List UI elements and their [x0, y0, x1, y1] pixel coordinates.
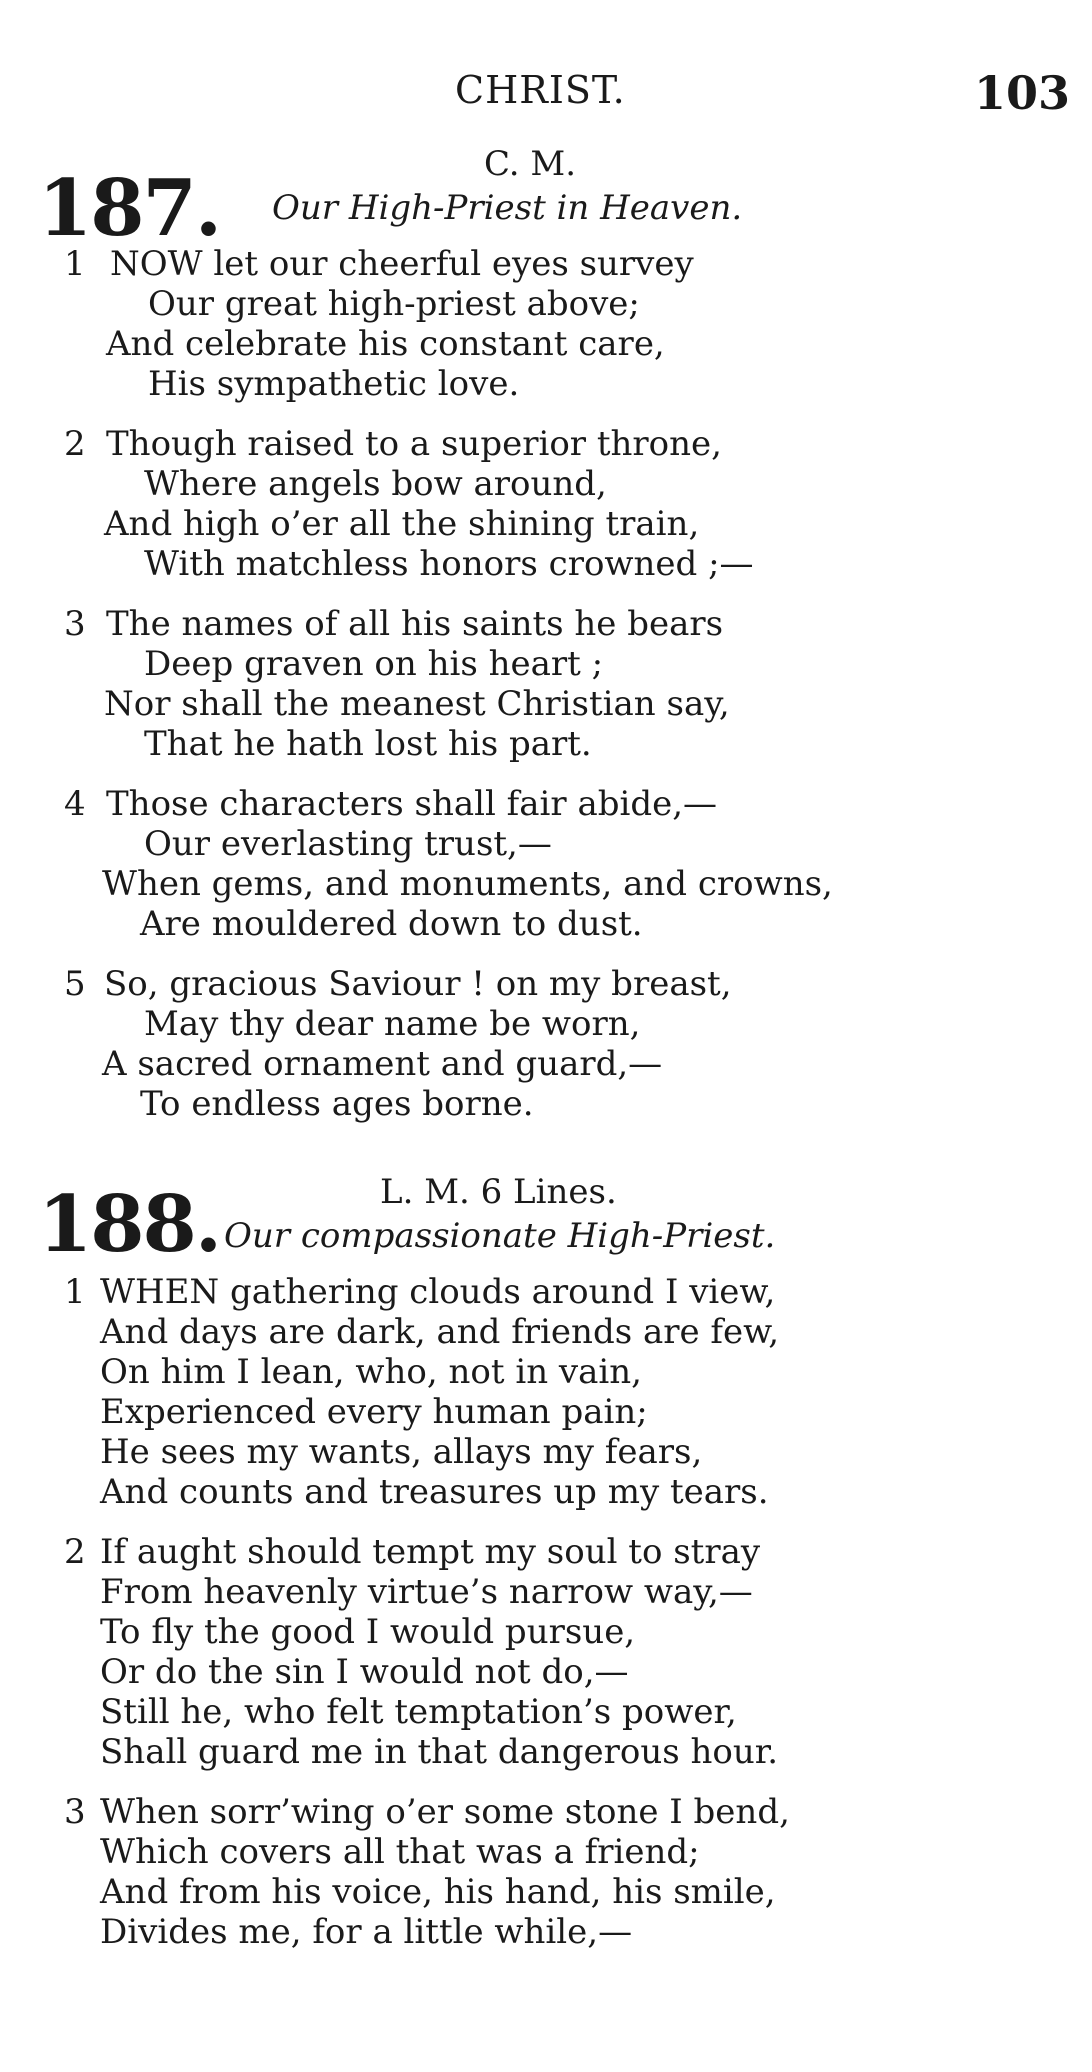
stanza-number: 3 [64, 1792, 86, 1832]
verse-line: Our great high-priest above; [148, 284, 640, 324]
hymn-title: Our compassionate High-Priest. [224, 1216, 776, 1256]
verse-line: Deep graven on his heart ; [144, 644, 604, 684]
verse-line: Still he, who felt temptation’s power, [100, 1692, 737, 1732]
stanza-number: 3 [64, 604, 86, 644]
verse-line: With matchless honors crowned ;— [144, 544, 754, 584]
stanza-number: 1 [64, 1272, 86, 1312]
verse-line: That he hath lost his part. [144, 724, 592, 764]
verse-line: When sorr’wing o’er some stone I bend, [100, 1792, 790, 1832]
verse-line: Or do the sin I would not do,— [100, 1652, 629, 1692]
hymn-number: 187. [38, 163, 220, 254]
verse-line: WHEN gathering clouds around I view, [100, 1272, 776, 1312]
verse-line: And celebrate his constant care, [106, 324, 665, 364]
verse-line: Though raised to a superior throne, [106, 424, 722, 464]
stanza-number: 1 [64, 244, 86, 284]
verse-line: And days are dark, and friends are few, [100, 1312, 780, 1352]
verse-line: And counts and treasures up my tears. [100, 1472, 769, 1512]
stanza-number: 4 [64, 784, 86, 824]
verse-line: NOW let our cheerful eyes survey [110, 244, 694, 284]
verse-line: And high o’er all the shining train, [104, 504, 700, 544]
verse-line: May thy dear name be worn, [144, 1004, 641, 1044]
verse-line: He sees my wants, allays my fears, [100, 1432, 703, 1472]
running-head [0, 68, 1092, 124]
verse-line: So, gracious Saviour ! on my breast, [104, 964, 732, 1004]
verse-line: Which covers all that was a friend; [100, 1832, 700, 1872]
stanza-number: 2 [64, 1532, 86, 1572]
verse-line: Are mouldered down to dust. [140, 904, 643, 944]
verse-line: To fly the good I would pursue, [100, 1612, 636, 1652]
section-title: CHRIST. [455, 68, 626, 112]
stanza-number: 5 [64, 964, 86, 1004]
verse-line: To endless ages borne. [140, 1084, 534, 1124]
verse-line: Shall guard me in that dangerous hour. [100, 1732, 779, 1772]
hymn-meter: L. M. 6 Lines. [380, 1172, 617, 1212]
verse-line: Those characters shall fair abide,— [106, 784, 718, 824]
verse-line: Our everlasting trust,— [144, 824, 552, 864]
verse-line: A sacred ornament and guard,— [102, 1044, 663, 1084]
hymn-number: 188. [38, 1179, 220, 1270]
page-number: 103 [974, 66, 1071, 120]
verse-line: From heavenly virtue’s narrow way,— [100, 1572, 753, 1612]
verse-line: The names of all his saints he bears [106, 604, 724, 644]
verse-line: Experienced every human pain; [100, 1392, 648, 1432]
stanza-number: 2 [64, 424, 86, 464]
verse-line: On him I lean, who, not in vain, [100, 1352, 642, 1392]
verse-line: His sympathetic love. [148, 364, 520, 404]
verse-line: If aught should tempt my soul to stray [100, 1532, 761, 1572]
verse-line: When gems, and monuments, and crowns, [102, 864, 833, 904]
verse-line: Where angels bow around, [144, 464, 607, 504]
verse-line: Nor shall the meanest Christian say, [104, 684, 730, 724]
hymn-meter: C. M. [484, 144, 577, 184]
hymn-title: Our High-Priest in Heaven. [272, 188, 743, 228]
verse-line: And from his voice, his hand, his smile, [100, 1872, 776, 1912]
verse-line: Divides me, for a little while,— [100, 1912, 633, 1952]
